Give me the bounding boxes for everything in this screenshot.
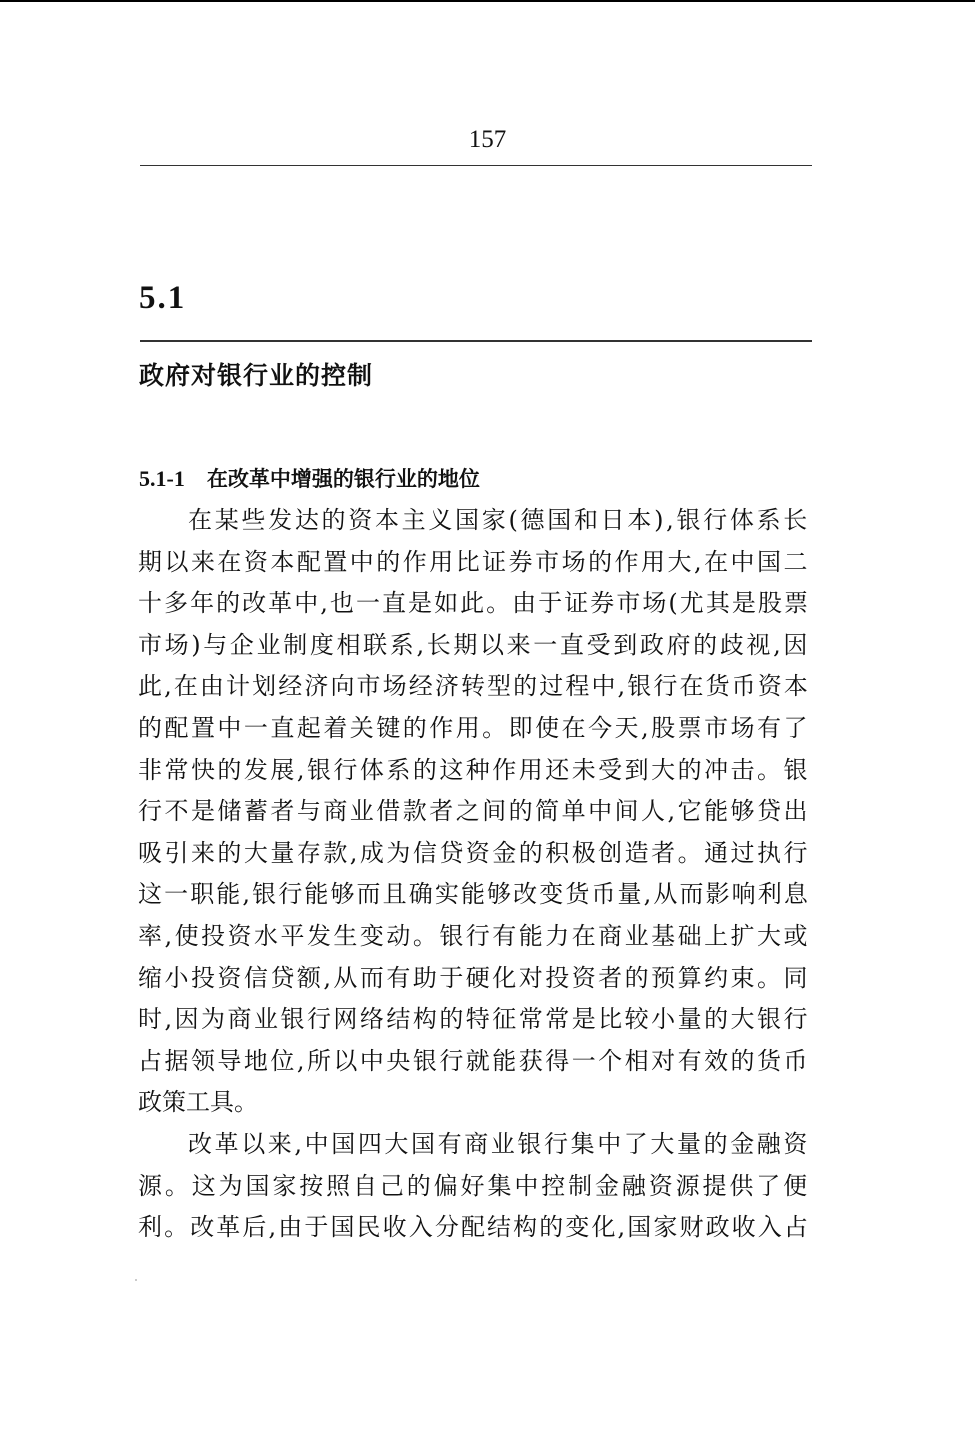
text-line: 源。这为国家按照自己的偏好集中控制金融资源提供了便: [138, 1171, 810, 1200]
section-number: 5.1: [139, 280, 187, 316]
text-line: 期以来在资本配置中的作用比证券市场的作用大,在中国二: [138, 547, 810, 576]
header-rule: [140, 165, 812, 166]
subsection-title: 在改革中增强的银行业的地位: [206, 467, 480, 491]
body-text: [138, 500, 810, 1249]
text-line: 的配置中一直起着关键的作用。即使在今天,股票市场有了: [138, 713, 810, 742]
section-rule: [140, 340, 812, 342]
text-line: 十多年的改革中,也一直是如此。由于证券市场(尤其是股票: [138, 589, 810, 618]
text-line: 改革以来,中国四大国有商业银行集中了大量的金融资: [188, 1129, 810, 1158]
text-line: 在某些发达的资本主义国家(德国和日本),银行体系长: [188, 506, 810, 534]
page-number: 157: [468, 126, 507, 153]
text-line: 非常快的发展,银行体系的这种作用还未受到大的冲击。银: [138, 755, 810, 784]
paragraph: [138, 500, 810, 1124]
paragraph: [138, 1124, 810, 1249]
text-line: 时,因为商业银行网络结构的特征常常是比较小量的大银行: [138, 1005, 810, 1034]
text-line: 缩小投资信贷额,从而有助于硬化对投资者的预算约束。同: [138, 963, 810, 992]
text-line: 占据领导地位,所以中央银行就能获得一个相对有效的货币: [138, 1046, 810, 1075]
subsection-heading: [139, 463, 480, 493]
text-line: 市场)与企业制度相联系,长期以来一直受到政府的歧视,因: [138, 630, 810, 659]
section-title: 政府对银行业的控制: [139, 361, 374, 390]
scan-speck: [135, 1279, 137, 1281]
text-line: 政策工具。: [138, 1088, 258, 1117]
text-line: 行不是储蓄者与商业借款者之间的简单中间人,它能够贷出: [138, 797, 810, 826]
subsection-number: 5.1-1: [139, 466, 185, 491]
text-line: 率,使投资水平发生变动。银行有能力在商业基础上扩大或: [138, 921, 810, 950]
text-line: 此,在由计划经济向市场经济转型的过程中,银行在货币资本: [138, 672, 810, 701]
text-line: 这一职能,银行能够而且确实能够改变货币量,从而影响利息: [138, 880, 810, 909]
text-line: 利。改革后,由于国民收入分配结构的变化,国家财政收入占: [138, 1213, 810, 1242]
page-top-border: [0, 0, 975, 2]
text-line: 吸引来的大量存款,成为信贷资金的积极创造者。通过执行: [138, 838, 810, 867]
